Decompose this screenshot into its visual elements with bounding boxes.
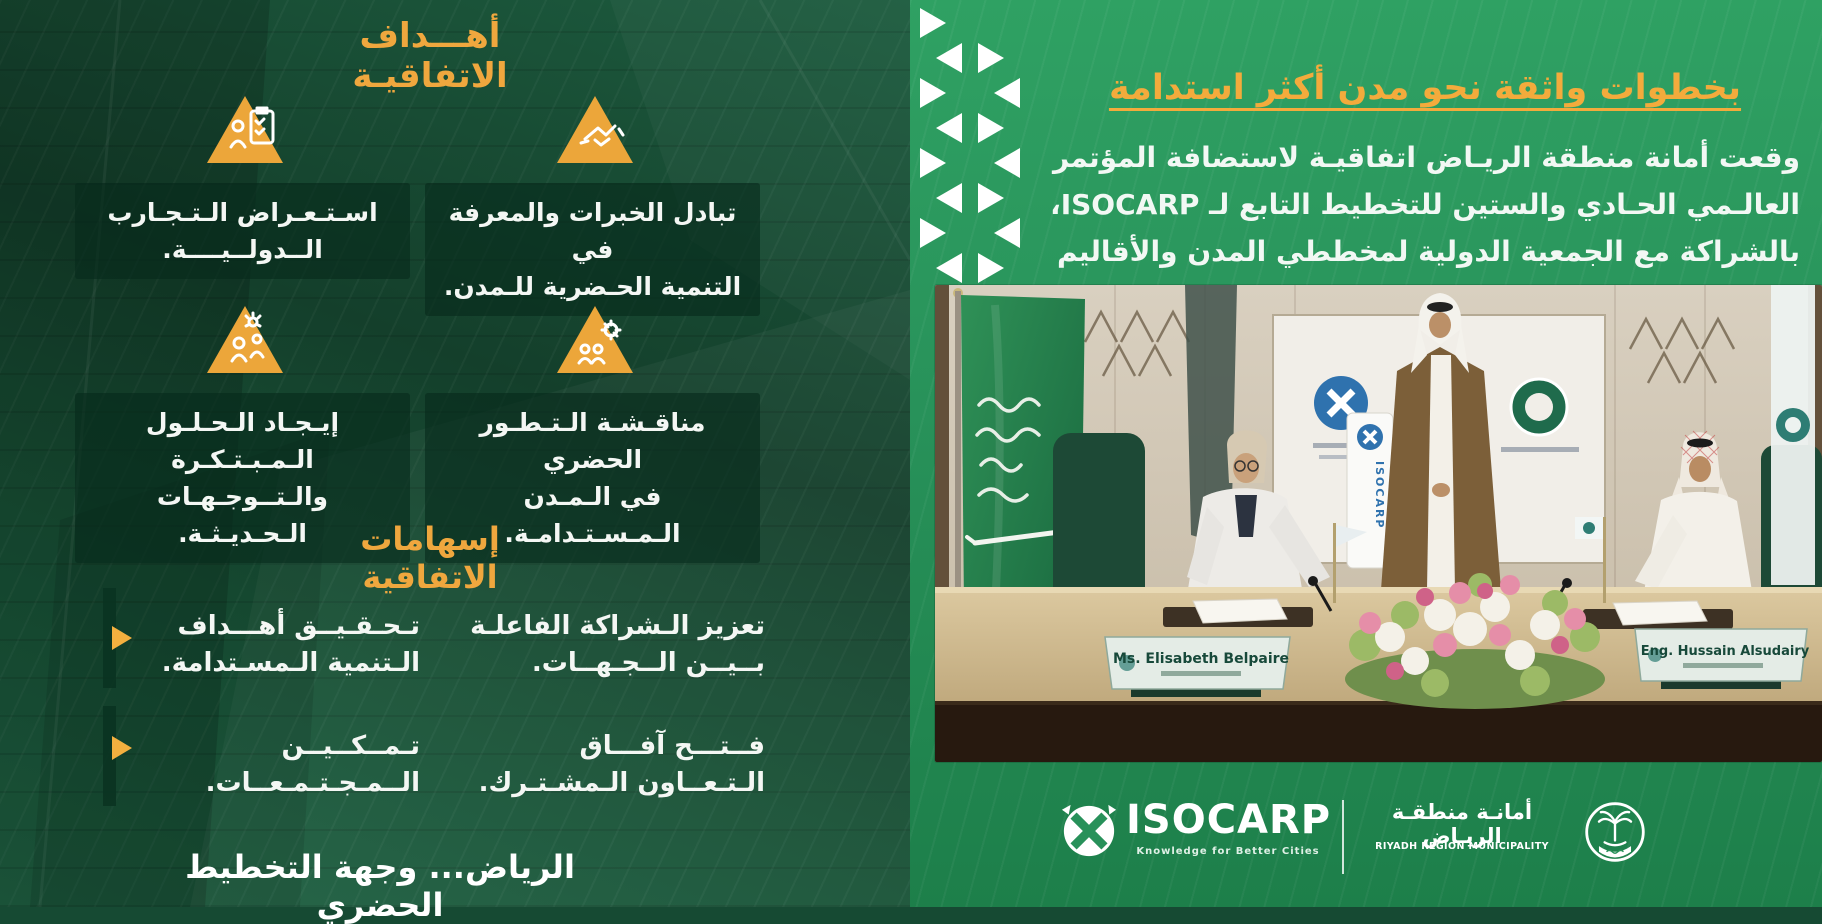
contribution-item-partnership — [455, 608, 765, 682]
nameplate-right — [1635, 629, 1810, 689]
nameplate-left-text: Ms. Elisabeth Belpaire — [1112, 651, 1290, 667]
contribution-item-cooperation — [455, 728, 765, 802]
footer-divider — [1342, 800, 1344, 874]
nameplate-left — [1105, 637, 1290, 697]
objectives-title: أهـــداف الاتفاقيـة — [352, 16, 508, 96]
objective-line: والـتــوجـهـات الـحـديـثـة. — [156, 482, 329, 548]
contribution-item-communities — [135, 728, 420, 802]
objective-line: إيـجـاد الـحـلـول الـمـبـتـكـرة — [145, 408, 340, 474]
left-panel — [0, 0, 910, 924]
municipality-emblem-icon — [1582, 799, 1648, 865]
objective-line: في الـمـدن الـمـسـتـدامـة. — [504, 482, 681, 548]
nameplate-right-text: Eng. Hussain Alsudairy — [1640, 644, 1810, 659]
contribution-line: فــتـــح آفـــاق — [579, 731, 765, 761]
contributions-title: إسهامات الاتفاقية — [360, 520, 500, 596]
contribution-line: الــمـجـتـمـعــات. — [205, 768, 420, 798]
announcement-paragraph — [1050, 134, 1800, 275]
contribution-line: تعزيز الـشراكة الفاعلـة — [470, 611, 765, 641]
objective-line: الــدولــيــــة. — [162, 235, 323, 264]
contribution-item-sdg — [135, 608, 420, 682]
contribution-line: بــيــن الــجـهــات. — [531, 648, 765, 678]
contribution-line: تـحـقـيــق أهـــداف — [177, 611, 420, 641]
triangle-pattern-decor — [914, 6, 1026, 296]
gold-arrow-icon — [112, 626, 132, 650]
right-headline: بخطوات واثقة نحو مدن أكثر استدامة — [1108, 68, 1742, 108]
objective-line: مناقـشـة الـتـطـور الحضري — [479, 408, 706, 474]
municipality-name-english: RIYADH REGION MUNICIPALITY — [1375, 841, 1549, 852]
isocarp-tagline: Knowledge for Better Cities — [1136, 846, 1320, 857]
paragraph-line: بالشراكة مع الجمعية الدولية لمخططي المدن والأقاليم — [1056, 235, 1800, 268]
people-gear-triangle-icon — [425, 295, 760, 375]
isocarp-wordmark: ISOCARP — [1126, 797, 1332, 843]
banner-text: ISOCARP — [1373, 461, 1386, 530]
person-idea-triangle-icon — [75, 295, 410, 375]
contribution-line: الـتنمية الـمسـتدامة. — [161, 648, 420, 678]
objective-line: اسـتـعـراض الـتـجـارب — [107, 198, 378, 227]
contribution-line: تـمــكــيــن — [281, 731, 420, 761]
contribution-line: الـتـعــاون الـمشـتـرك. — [478, 768, 765, 798]
person-checklist-triangle-icon — [75, 85, 410, 165]
objective-line: تبادل الخبرات والمعرفة في — [448, 198, 737, 264]
signing-ceremony-photo — [935, 285, 1822, 762]
objective-item-review — [75, 85, 410, 279]
municipality-flag — [1771, 285, 1815, 585]
municipality-name-arabic: أمانـة منطقـة الريـاض — [1391, 800, 1533, 848]
right-panel — [910, 0, 1822, 907]
objective-item-exchange — [425, 85, 760, 316]
handshake-triangle-icon — [425, 85, 760, 165]
objective-line: التنمية الحـضرية للـمدن. — [443, 272, 742, 301]
isocarp-logo-icon — [1060, 802, 1118, 860]
gold-arrow-icon — [112, 736, 132, 760]
paragraph-line: وقعت أمانة منطقة الريـاض اتفاقيـة لاستضافة المؤتمر — [1052, 141, 1800, 174]
objective-text — [75, 183, 410, 279]
paragraph-line: العالـمي الحـادي والستين للتخطيط التابع لـ ISOCARP، — [1050, 188, 1800, 221]
riyadh-tagline: الرياض... وجهة التخطيط الحضري — [185, 848, 575, 924]
